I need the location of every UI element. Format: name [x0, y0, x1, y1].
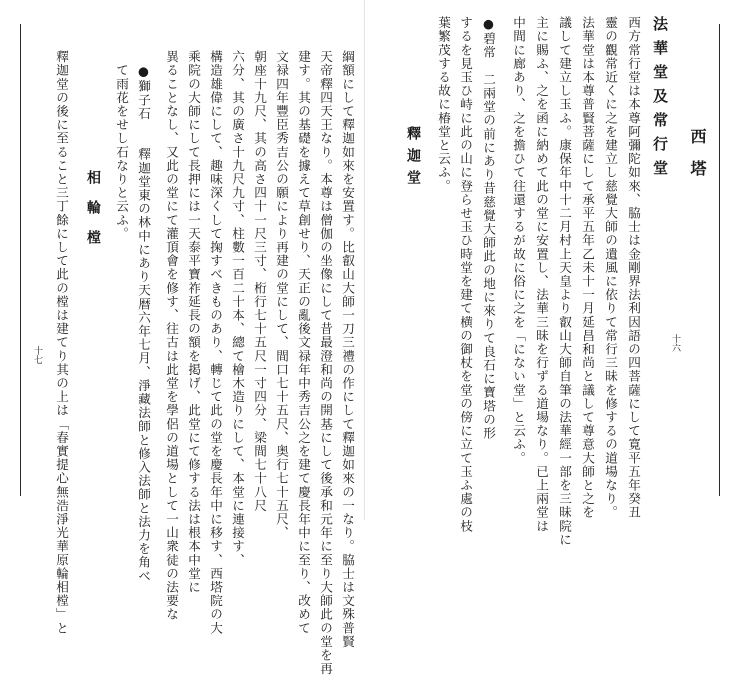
text-column: 天帝釋四天王なり。本尊は僧伽の坐像にして昔最澄和尚の開基にして後承和元年に至り大師此の堂を再: [318, 50, 333, 676]
text-column: 乘院の大師にして長押には一天泰平寶祚延長の額を掲げ、此堂にて修する法は根本中堂に: [186, 50, 201, 594]
page-number: 十六: [670, 334, 680, 352]
text-column: 釋迦堂の後に至ること三丁餘にして此の樘は建てり其の上は「春實提心無浩淨光華原輪相樘」と: [54, 50, 69, 635]
text-column: 法華堂は本尊普賢菩薩にして承平五年乙未十一月延昌和尚と議して尊意大師と之を: [580, 16, 595, 520]
text-column: 文禄四年豐臣秀吉公の願により再建の堂にして、間口七十五尺、奥行七十五尺、: [274, 50, 289, 540]
left-page-border: [20, 24, 21, 496]
page-number: 十七: [32, 346, 42, 364]
section-title: 西塔: [688, 128, 707, 192]
text-column: 中間に廊あり、之を擔ひて往還するが故に俗に之を「にない堂」と云ふ。: [511, 16, 526, 465]
text-column: 主に賜ふ、之を函に納めて此の堂に安置し、法華三昧を行ずる道場なり。已上兩堂は: [534, 16, 549, 533]
text-column: 建す。其の基礎を據えて草創せり、天正の亂後文禄年中秀吉公之を建て慶長年中に至り、改めて: [296, 50, 311, 635]
text-column: ●碧常 二兩堂の前にあり昔慈覺大師此の地に來りて良石に寶塔の形: [481, 16, 496, 440]
text-column: 綱額にして釋迦如來を安置す。比叡山大師一刀三禮の作にして釋迦如來の一なり。脇士は文殊普賢: [340, 50, 355, 649]
text-column: 靈の觀常近くに之を建立し慈覺大師の遺風に依りて常行三昧を修するの道場なり。: [603, 16, 618, 520]
left-page: [20, 14, 356, 676]
center-fold: [364, 0, 365, 520]
text-column: 相 輪 樘: [85, 50, 101, 245]
text-column: 六分、其の廣さ十九尺九寸、柱數一百二十本、總て檜木造りにして、本堂に連接す、: [230, 50, 245, 567]
text-column: 朝座十九尺、其の高さ四十一尺三寸、桁行七十五尺一寸四分、梁間七十八尺: [252, 50, 267, 513]
text-column: て雨花をせし石なりと云ふ。: [114, 50, 129, 241]
text-column: 異ることなし、又此の堂にて灌頂會を修す、往古は此堂を學侶の道場として一山衆徒の法要な: [164, 50, 179, 622]
text-column: 構造雄偉にして、趣味深くして掬すべきものあり、轉じて此の堂を慶長年中に移す、西塔院の大: [208, 50, 223, 635]
right-page-border: [719, 24, 720, 496]
heading: 法華堂及常行堂: [651, 16, 669, 184]
text-column: ●獅子石 釋迦堂東の林中にあり天暦六年七月、淨藏法師と修入法師と法力を角べ: [136, 50, 151, 583]
right-page: [374, 14, 720, 547]
text-column: 葉繁茂する故に椿堂と云ふ。: [436, 16, 451, 193]
text-column: 釋迦堂: [405, 16, 421, 192]
text-column: 西方常行堂は本尊阿彌陀如來、脇士は金剛界法利因語の四菩薩にして寛平五年癸丑: [626, 16, 641, 520]
text-column: するを見玉ひ峙に此の山に登らせ玉ひ時堂を建て横の御杖を堂の傍に立て玉ふ處の枝: [458, 16, 473, 533]
text-column: 議して建立し玉ふ。康保年中十二月村上天皇より叡山大師自筆の法華經一部を三昧院に: [557, 16, 572, 547]
